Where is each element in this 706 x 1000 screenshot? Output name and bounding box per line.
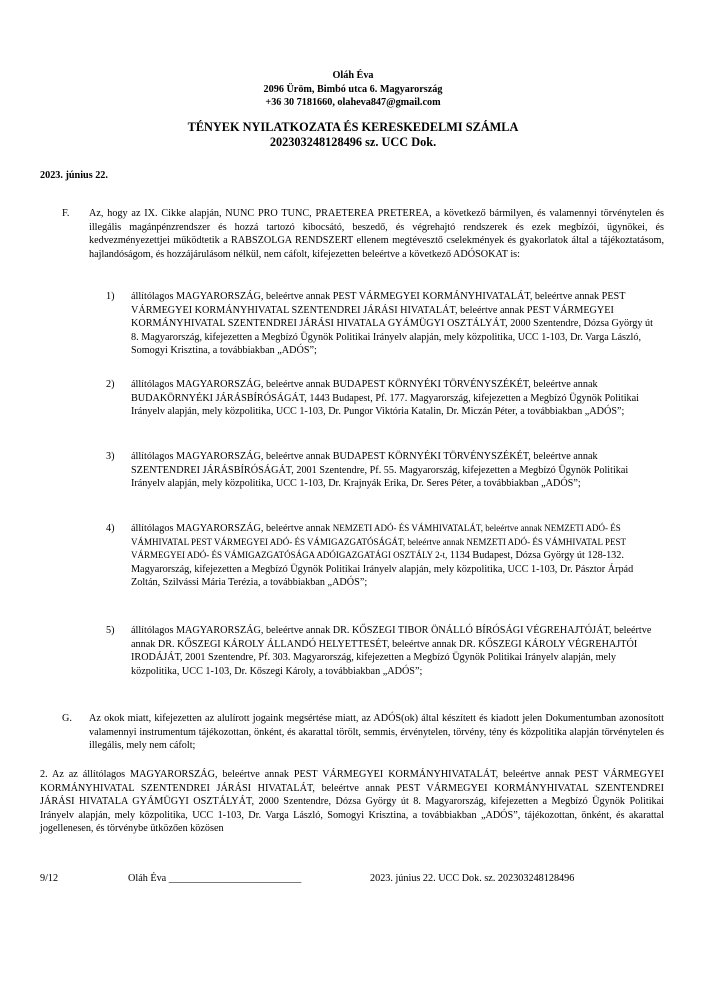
sender-header <box>0 69 706 110</box>
list-text-part: 1134 Budapest, Dózsa György út 128-132. Magyarország, kifejezetten a Megbízó Ügynök Politikai Irányelv alapján, mely közpolitika, UCC 1-103, Dr. Pásztor Árpád Zoltán, Szilvássi Mária Terézia, a továbbiakban „ADÓS”; <box>131 550 634 589</box>
debtor-list-item <box>106 522 663 590</box>
list-text: állítólagos MAGYARORSZÁG, beleértve annak BUDAPEST KÖRNYÉKI TÖRVÉNYSZÉKÉT, beleértve annak SZENTENDREI JÁRÁSBÍRÓSÁGÁT, 2001 Szentendre, Pf. 55. Magyarország, kifejezetten a Megbízó Ügynök Politikai Irányelv alapján, mely közpolitika, UCC 1-103, Dr. Krajnyák Erika, Dr. Seres Péter, a továbbiakban „ADÓS”; <box>131 451 629 490</box>
paragraph-marker: G. <box>62 713 72 724</box>
paragraph-marker: F. <box>62 208 70 219</box>
sender-address: 2096 Üröm, Bimbó utca 6. Magyarország <box>263 83 443 95</box>
document-date: 2023. június 22. <box>40 170 108 181</box>
list-text-part: NEMZETI ADÓ- ÉS VÁMHIVATALÁT, beleértve annak NEMZETI ADÓ- ÉS VÁMHIVATAL PEST VÁRMEGYEI ADÓ- ÉS VÁMIGAZGATÓSÁGÁT, beleértve annak NEMZETI ADÓ- ÉS VÁMHIVATAL PEST VÁRMEGYEI ADÓ- ÉS VÁMIGAZGATÓSÁGA ADÓIGAZGATÁGI OSZTÁLY 2-t, <box>131 523 626 561</box>
sender-contact: +36 30 7181660, olaheva847@gmail.com <box>265 97 441 108</box>
paragraph-text: Az, hogy az IX. Cikke alapján, NUNC PRO TUNC, PRAETEREA PRETEREA, a következő bármilyen, és valamennyi törvénytelen és illegális magánpénzrendszer és hozzá tartozó kibocsátó, beszedő, és végrehajtó rendszerek és ezek megbízói, ügynökei, és kedvezményezettjei működtetik a RABSZOLGA RENDSZERT ellenem megtévesztő cselekmények és gyakorlatok által a tájékoztatásom, hajlandóságom, és hozzájárulásom nélkül, nem cáfolt, kifejezetten beleértve a következő ADÓSOKAT is: <box>89 208 664 260</box>
list-number: 1) <box>106 291 115 302</box>
title-line-1: TÉNYEK NYILATKOZATA ÉS KERESKEDELMI SZÁMLA <box>187 120 519 134</box>
signature-line: Oláh Éva __________________________ <box>128 873 302 884</box>
list-number: 5) <box>106 625 115 636</box>
document-reference: 2023. június 22. UCC Dok. sz. 202303248128496 <box>370 873 575 884</box>
list-number: 3) <box>106 451 115 462</box>
list-text: állítólagos MAGYARORSZÁG, beleértve annak PEST VÁRMEGYEI KORMÁNYHIVATALÁT, beleértve annak PEST VÁRMEGYEI KORMÁNYHIVATAL SZENTENDREI JÁRÁSI HIVATALÁT, beleértve annak PEST VÁRMEGYEI KORMÁNYHIVATAL SZENTENDREI JÁRÁSI HIVATALA GYÁMÜGYI OSZTÁLYÁT, 2000 Szentendre, Dózsa György út 8. Magyarország, kifejezetten a Megbízó Ügynök Politikai Irányelv alapján, mely közpolitika, UCC 1-103, Dr. Varga László, Somogyi Krisztina, a továbbiakban „ADÓS”; <box>131 291 653 357</box>
list-text-part: állítólagos MAGYARORSZÁG, beleértve annak <box>131 523 333 534</box>
debtor-list-item <box>106 378 663 419</box>
paragraph-g <box>62 712 664 753</box>
list-text: állítólagos MAGYARORSZÁG, beleértve annak DR. KŐSZEGI TIBOR ÖNÁLLÓ BÍRÓSÁGI VÉGREHAJTÓJÁT, beleértve annak DR. KŐSZEGI KÁROLY ÁLLANDÓ HELYETTESÉT, beleértve annak DR. KŐSZEGI KÁROLY VÉGREHAJTÓI IRODÁJÁT, 2001 Szentendre, Pf. 303. Magyarország, kifejezetten a Megbízó Ügynök Politikai Irányelv alapján, mely közpolitika, UCC 1-103, Dr. Kőszegi Károly, a továbbiakban „ADÓS”; <box>131 625 652 677</box>
sender-name: Oláh Éva <box>332 70 374 81</box>
list-text: állítólagos MAGYARORSZÁG, beleértve annak BUDAPEST KÖRNYÉKI TÖRVÉNYSZÉKÉT, beleértve annak BUDAKÖRNYÉKI JÁRÁSBÍRÓSÁGÁT, 1443 Budapest, Pf. 177. Magyarország, kifejezetten a Megbízó Ügynök Politikai Irányelv alapján, mely közpolitika, UCC 1-103, Dr. Pungor Viktória Katalin, Dr. Miczán Péter, a továbbiakban „ADÓS”; <box>131 379 639 418</box>
debtor-list-item <box>106 624 663 678</box>
debtor-list-item <box>106 290 663 358</box>
paragraph-f <box>62 207 664 261</box>
title-line-2: 202303248128496 sz. UCC Dok. <box>269 135 437 149</box>
page-number: 9/12 <box>40 873 59 884</box>
list-number: 4) <box>106 523 115 534</box>
list-number: 2) <box>106 379 115 390</box>
paragraph-text: Az okok miatt, kifejezetten az alulírott jogaink megsértése miatt, az ADÓS(ok) által készített és kiadott jelen Dokumentumban azonosított valamennyi instrumentum tájékozottan, önként, és akarattal törölt, semmis, érvénytelen, törvény, tény és közpolitika alapján törvénytelen és illegális, mely nem cáfolt; <box>89 713 664 752</box>
paragraph-2: 2. Az az állítólagos MAGYARORSZÁG, beleértve annak PEST VÁRMEGYEI KORMÁNYHIVATALÁT, beleértve annak PEST VÁRMEGYEI KORMÁNYHIVATAL SZENTENDREI JÁRÁSI HIVATALÁT, beleértve annak PEST VÁRMEGYEI KORMÁNYHIVATAL SZENTENDREI JÁRÁSI HIVATALA GYÁMÜGYI OSZTÁLYÁT, 2000 Szentendre, Dózsa György út 8. Magyarország, kifejezetten a Megbízó Ügynök Politikai Irányelv alapján, mely közpolitika, UCC 1-103, Dr. Varga László, Somogyi Krisztina, a továbbiakban „ADÓS”, tájékozottan, önként, és akarattal jogellenesen, és törvénybe ütközően közösen <box>40 769 664 835</box>
document-title <box>0 120 706 150</box>
debtor-list-item <box>106 450 663 491</box>
